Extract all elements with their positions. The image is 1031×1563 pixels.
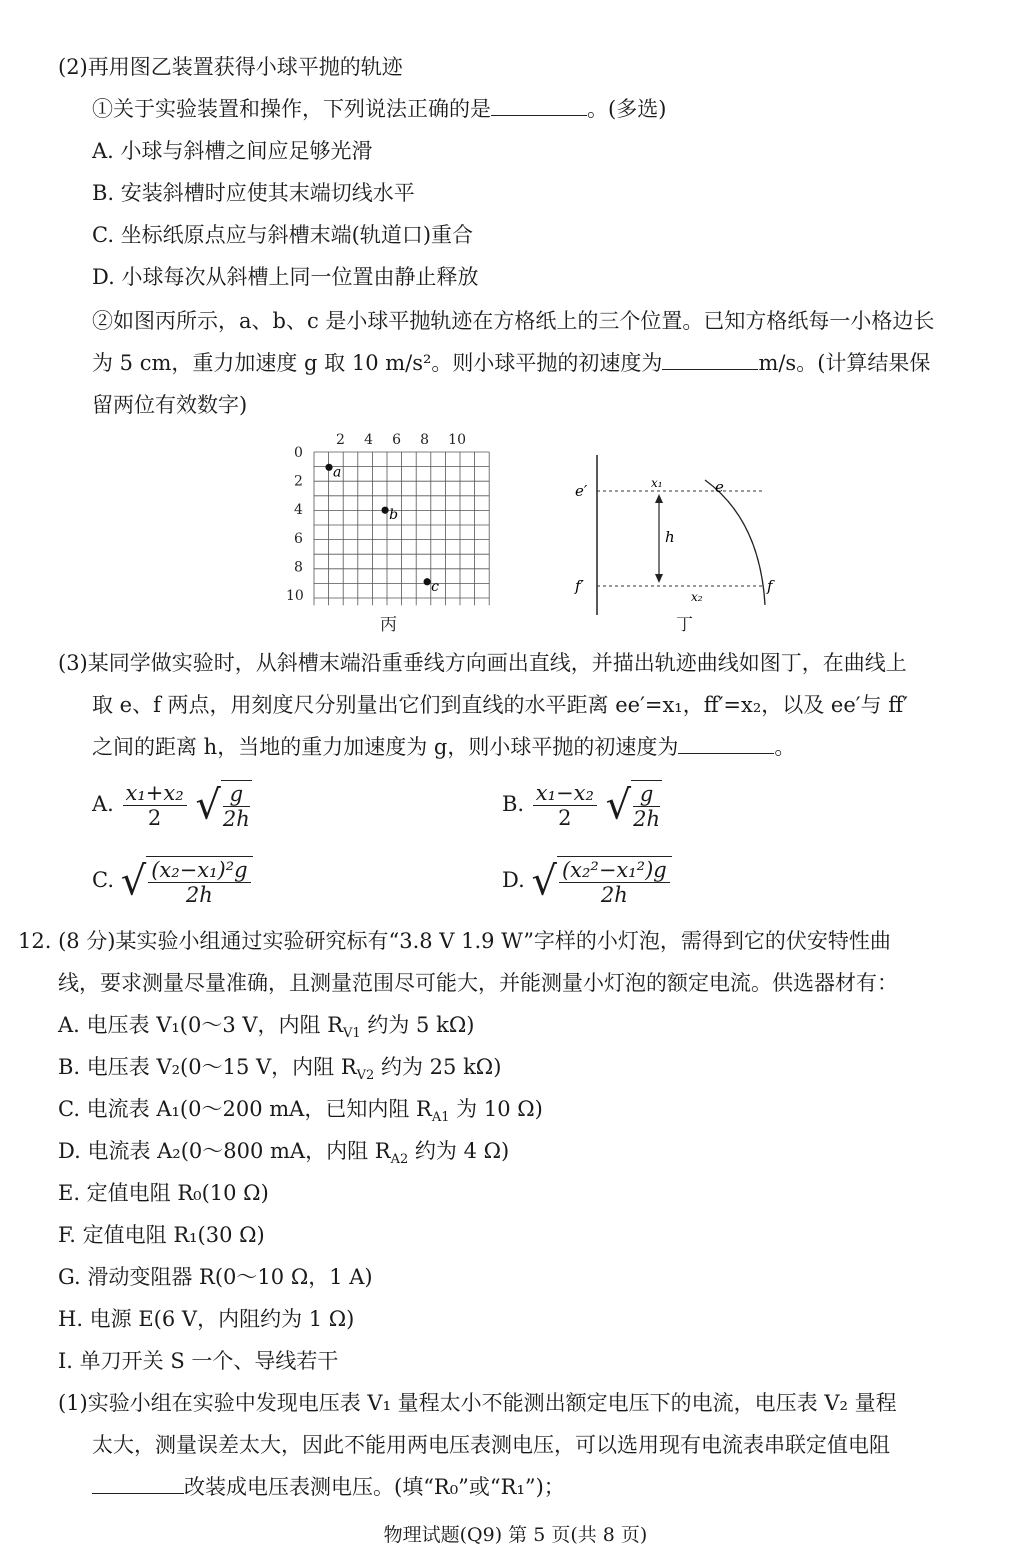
figure-bing-grid: [282, 430, 512, 640]
option-a: A. 小球与斜槽之间应足够光滑: [92, 139, 373, 163]
left-tick-label: 8: [294, 559, 303, 576]
figure-ding-caption: 丁: [676, 615, 693, 635]
material-b: B. 电压表 V₂(0～15 V，内阻 $R_{V2}$ 约为 25 kΩ): [58, 1055, 502, 1084]
q12-line1: 12. (8 分)某实验小组通过实验研究标有“3.8 V 1.9 W”字样的小灯泡，需得到它的伏安特性曲: [18, 929, 891, 953]
left-tick-label: 2: [294, 473, 303, 490]
material-g: G. 滑动变阻器 R(0～10 Ω，1 A): [58, 1265, 373, 1289]
f-label: f: [767, 577, 773, 595]
point-label-c: c: [431, 578, 439, 595]
formula-option-c: C. √ $\frac{\text{(x₂−x₁)²g}}{2h}$: [92, 856, 253, 907]
top-tick-label: 4: [364, 432, 373, 448]
trajectory-point-b: [381, 507, 388, 514]
material-i: I. 单刀开关 S 一个、导线若干: [58, 1349, 339, 1373]
figure-bing-caption: 丙: [380, 615, 397, 635]
material-f: F. 定值电阻 R₁(30 Ω): [58, 1223, 265, 1247]
option-b: B. 安装斜槽时应使其末端切线水平: [92, 181, 415, 205]
left-tick-label: 6: [294, 530, 303, 547]
left-tick-label: 10: [286, 588, 304, 605]
q12-line2: 线，要求测量尽量准确，且测量范围尽可能大，并能测量小灯泡的额定电流。供选器材有：: [58, 971, 898, 995]
q11-part2-q1: ①关于实验装置和操作，下列说法正确的是 。(多选): [92, 97, 667, 121]
page-footer: 物理试题(Q9) 第 5 页(共 8 页): [383, 1524, 648, 1546]
x1-label: x₁: [651, 476, 663, 490]
q12-part1-line2: 太大，测量误差太大，因此不能用两电压表测电压，可以选用现有电流表串联定值电阻: [92, 1433, 890, 1457]
answer-blank[interactable]: [92, 1473, 184, 1494]
q11-part3-line2: 取 e、f 两点，用刻度尺分别量出它们到直线的水平距离 ee′=x₁，ff′=x₂，以及 ee′与 ff′: [92, 693, 908, 717]
h-label: h: [665, 528, 675, 546]
point-label-b: b: [389, 507, 399, 524]
material-d: D. 电流表 A₂(0～800 mA，内阻 $R_{A2}$ 约为 4 Ω): [58, 1139, 510, 1168]
trajectory-point-c: [424, 578, 431, 585]
e-prime-label: e′: [575, 482, 588, 500]
top-tick-label: 10: [448, 432, 466, 448]
q11-part2-q2-line2: 为 5 cm，重力加速度 g 取 10 m/s²。则小球平抛的初速度为 m/s。(计算结果保: [92, 351, 931, 375]
q11-part3-line3: 之间的距离 h，当地的重力加速度为 g，则小球平抛的初速度为 。: [92, 735, 796, 759]
left-tick-label: 0: [294, 445, 303, 461]
q12-part1-line1: (1)实验小组在实验中发现电压表 V₁ 量程太小不能测出额定电压下的电流，电压表 V₂ 量程: [58, 1391, 897, 1415]
material-a: A. 电压表 V₁(0～3 V，内阻 $R_{V1}$ 约为 5 kΩ): [58, 1013, 475, 1042]
material-e: E. 定值电阻 R₀(10 Ω): [58, 1181, 269, 1205]
f-prime-label: f′: [575, 577, 584, 595]
h-arrow-head-top: [655, 494, 663, 503]
q11-part2-title: (2)再用图乙装置获得小球平抛的轨迹: [58, 55, 403, 79]
q11-part2-q2-line3: 留两位有效数字): [92, 393, 248, 417]
formula-option-b: B. $\frac{\text{x₁−x₂}}{2}$ √ $\frac{g}{2h}$: [502, 781, 660, 831]
option-d: D. 小球每次从斜槽上同一位置由静止释放: [92, 265, 479, 289]
q11-part3-line1: (3)某同学做实验时，从斜槽末端沿重垂线方向画出直线，并描出轨迹曲线如图丁，在曲线上: [58, 651, 907, 675]
formula-option-a: A. $\frac{\text{x₁+x₂}}{2}$ √ $\frac{g}{2h}$: [92, 781, 250, 831]
x2-label: x₂: [691, 590, 703, 604]
formula-option-d: D. √ $\frac{\text{(x₂²−x₁²)g}}{2h}$: [502, 856, 672, 907]
trajectory-point-a: [325, 464, 332, 471]
figure-ding-diagram: [565, 450, 785, 620]
answer-blank[interactable]: [491, 95, 587, 116]
top-tick-label: 8: [420, 432, 430, 448]
answer-blank[interactable]: [678, 733, 774, 754]
q12-part1-line3: 改装成电压表测电压。(填“R₀”或“R₁”)；: [92, 1472, 565, 1502]
q11-part2-q2-line1: ②如图丙所示，a、b、c 是小球平抛轨迹在方格纸上的三个位置。已知方格纸每一小格边长: [92, 309, 935, 333]
option-c: C. 坐标纸原点应与斜槽末端(轨道口)重合: [92, 223, 474, 247]
h-arrow-head-bottom: [655, 574, 663, 583]
top-tick-label: 2: [336, 432, 345, 448]
e-label: e: [715, 478, 724, 496]
answer-blank[interactable]: [662, 349, 758, 370]
point-label-a: a: [333, 464, 342, 481]
material-c: C. 电流表 A₁(0～200 mA，已知内阻 $R_{A1}$ 为 10 Ω): [58, 1097, 543, 1126]
top-tick-label: 6: [392, 432, 402, 448]
material-h: H. 电源 E(6 V，内阻约为 1 Ω): [58, 1307, 355, 1331]
left-tick-label: 4: [294, 502, 303, 519]
